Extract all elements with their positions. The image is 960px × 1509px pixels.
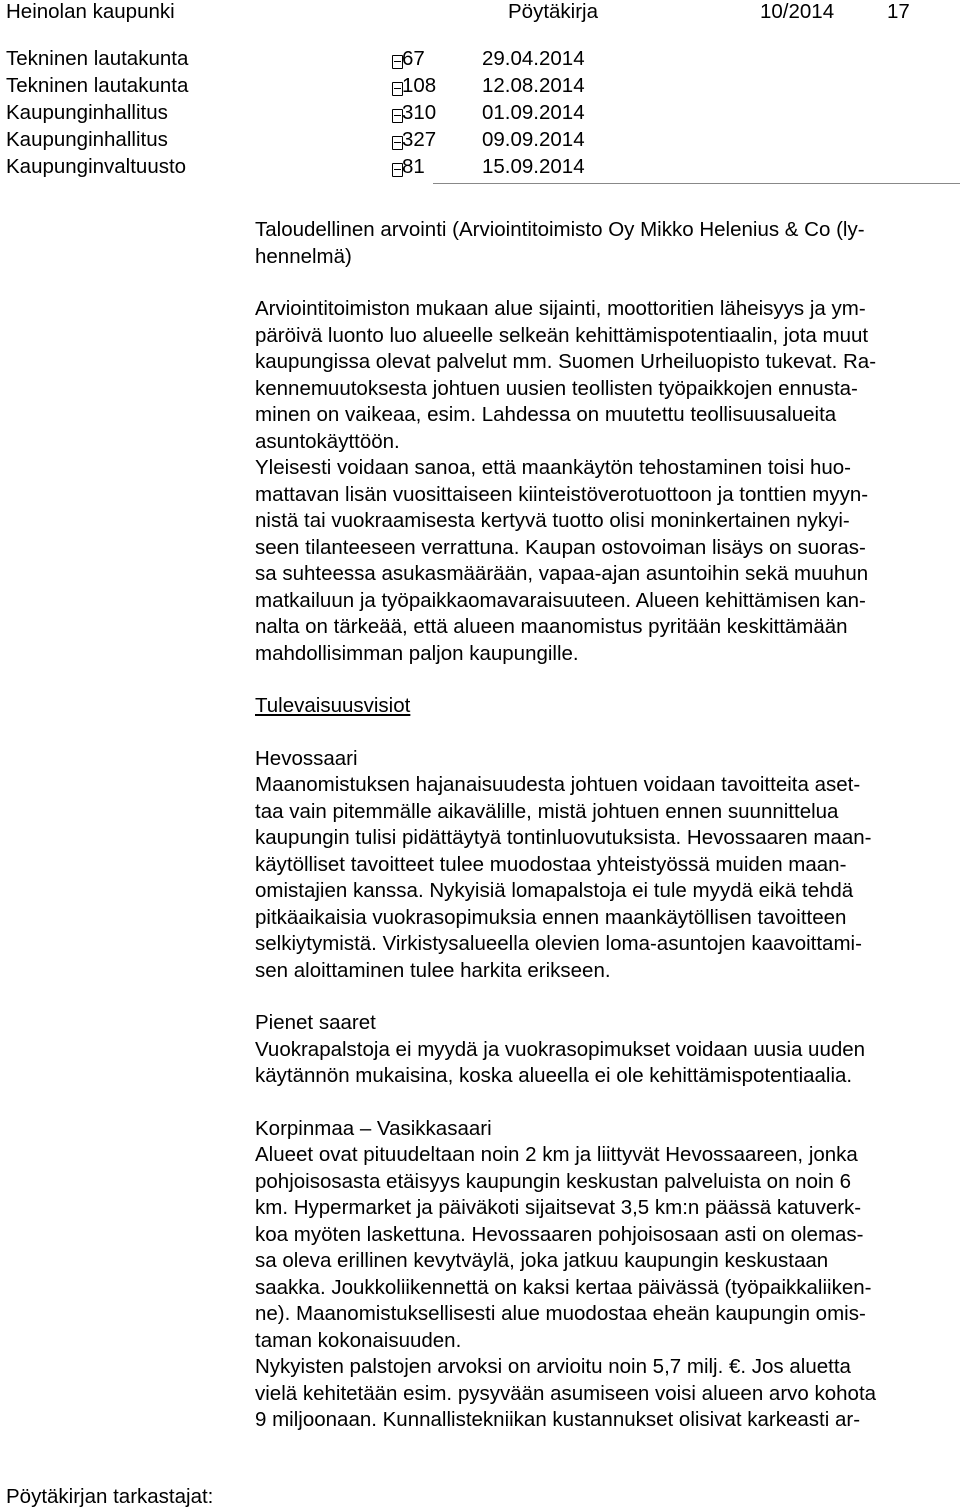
- meeting-date: 15.09.2014: [482, 155, 585, 178]
- meeting-list: [6, 47, 956, 182]
- meeting-row: [6, 74, 956, 101]
- meeting-body: Tekninen lautakunta: [6, 47, 189, 70]
- page-number: 17: [887, 0, 910, 23]
- document-type: Pöytäkirja: [508, 0, 599, 23]
- meeting-body: Kaupunginhallitus: [6, 128, 168, 151]
- meeting-date: 01.09.2014: [482, 101, 585, 124]
- meeting-number: 108: [402, 74, 437, 97]
- paragraph: Maanomistuksen hajanaisuudesta johtuen voidaan tavoitteita aset- taa vain pitemmälle aikavälille, mistä johtuen ennen suunnittelua kaupungin tulisi pidättäytyä tontinluovutuksista. Hevossaaren maan- käytölliset tavoitteet tulee muodostaa yhteistyössä muiden maan- omistajien kanssa. Nykyisiä lomapalstoja ei tule myydä eikä tehdä pitkäaikaisia vuokrasopimuksia ennen maankäytöllisen tavoitteen selkiytymistä. Virkistysalueella olevien loma-asuntojen kaavoittami- sen aloittaminen tulee harkita erikseen.: [255, 773, 872, 982]
- meeting-body: Tekninen lautakunta: [6, 74, 189, 97]
- meeting-row: [6, 101, 956, 128]
- meeting-date: 09.09.2014: [482, 128, 585, 151]
- meeting-number: 310: [402, 101, 437, 124]
- section-heading-future-visions: Tulevaisuusvisiot: [255, 694, 411, 717]
- organization-name: Heinolan kaupunki: [6, 0, 175, 23]
- paragraph: Arviointitoimiston mukaan alue sijainti, moottoritien läheisyys ja ym- päröivä luonto luo alueelle selkeän kehittämispotentiaalin, jota muut kaupungissa olevat palvelut mm. Suomen Urheiluopisto tukevat. Ra- kennemuutoksesta johtuen uusien teollisten työpaikkojen ennusta- minen on vaikeaa, esim. Lahdessa on muutettu teollisuusalueita asuntokäyttöön.: [255, 297, 877, 453]
- meeting-date: 12.08.2014: [482, 74, 585, 97]
- meeting-row: [6, 47, 956, 74]
- meeting-number: 67: [402, 47, 425, 70]
- meeting-row: [6, 128, 956, 155]
- page-header: [0, 0, 960, 26]
- meeting-body: Kaupunginhallitus: [6, 101, 168, 124]
- paragraph: Yleisesti voidaan sanoa, että maankäytön tehostaminen toisi huo- mattavan lisän vuosittaiseen kiinteistöverotuottoon ja tonttien myyn- nistä tai vuokraamisesta kertyvä tuotto olisi moninkertainen nykyi- seen tilanteeseen verrattuna. Kaupan ostovoiman lisäys on suoras- sa suhteessa asukasmäärään, vapaa-ajan asuntoihin sekä muuhun matkailuun ja työpaikkaomavaraisuuteen. Alueen kehittämisen kan- nalta on tärkeää, että alueen maanomistus pyritään keskittämään mahdollisimman paljon kaupungille.: [255, 456, 869, 665]
- subheading-hevossaari: Hevossaari: [255, 746, 358, 770]
- meeting-row: [6, 155, 956, 182]
- document-body: [255, 217, 955, 1434]
- section-heading-evaluation: Taloudellinen arvointi (Arviointitoimisto Oy Mikko Helenius & Co (ly- hennelmä): [255, 218, 865, 268]
- meeting-list-divider: [433, 183, 960, 184]
- paragraph: Vuokrapalstoja ei myydä ja vuokrasopimukset voidaan uusia uuden käytännön mukaisina, koska alueella ei ole kehittämispotentiaalia.: [255, 1037, 866, 1087]
- paragraph: Alueet ovat pituudeltaan noin 2 km ja liittyvät Hevossaareen, jonka pohjoisosasta etäisyys kaupungin keskustan palveluista on noin 6 km. Hypermarket ja päiväkoti sijaitsevat 3,5 km:n päässä katuverk- koa myöten laskettuna. Hevossaaren pohjoisosaan asti on olemas- sa oleva erillinen kevytväylä, joka jatkuu kaupungin keskustaan saakka. Joukkoliikennettä on kaksi kertaa päivässä (työpaikkaliiken- ne). Maanomistuksellisesti alue muodostaa eheän kaupungin omis- taman kokonaisuuden.: [255, 1143, 872, 1352]
- meeting-date: 29.04.2014: [482, 47, 585, 70]
- footer-inspectors-label: Pöytäkirjan tarkastajat:: [6, 1485, 214, 1508]
- paragraph: Nykyisten palstojen arvoksi on arvioitu noin 5,7 milj. €. Jos aluetta vielä kehitetään esim. pysyvään asumiseen voisi alueen arvo kohota 9 miljoonaan. Kunnallistekniikan kustannukset olisivat karkeasti ar-: [255, 1355, 877, 1431]
- subheading-korpinmaa: Korpinmaa – Vasikkasaari: [255, 1116, 492, 1140]
- meeting-number: 327: [402, 128, 437, 151]
- meeting-body: Kaupunginvaltuusto: [6, 155, 187, 178]
- meeting-number: 81: [402, 155, 425, 178]
- issue-number: 10/2014: [760, 0, 835, 23]
- subheading-pienet-saaret: Pienet saaret: [255, 1011, 376, 1034]
